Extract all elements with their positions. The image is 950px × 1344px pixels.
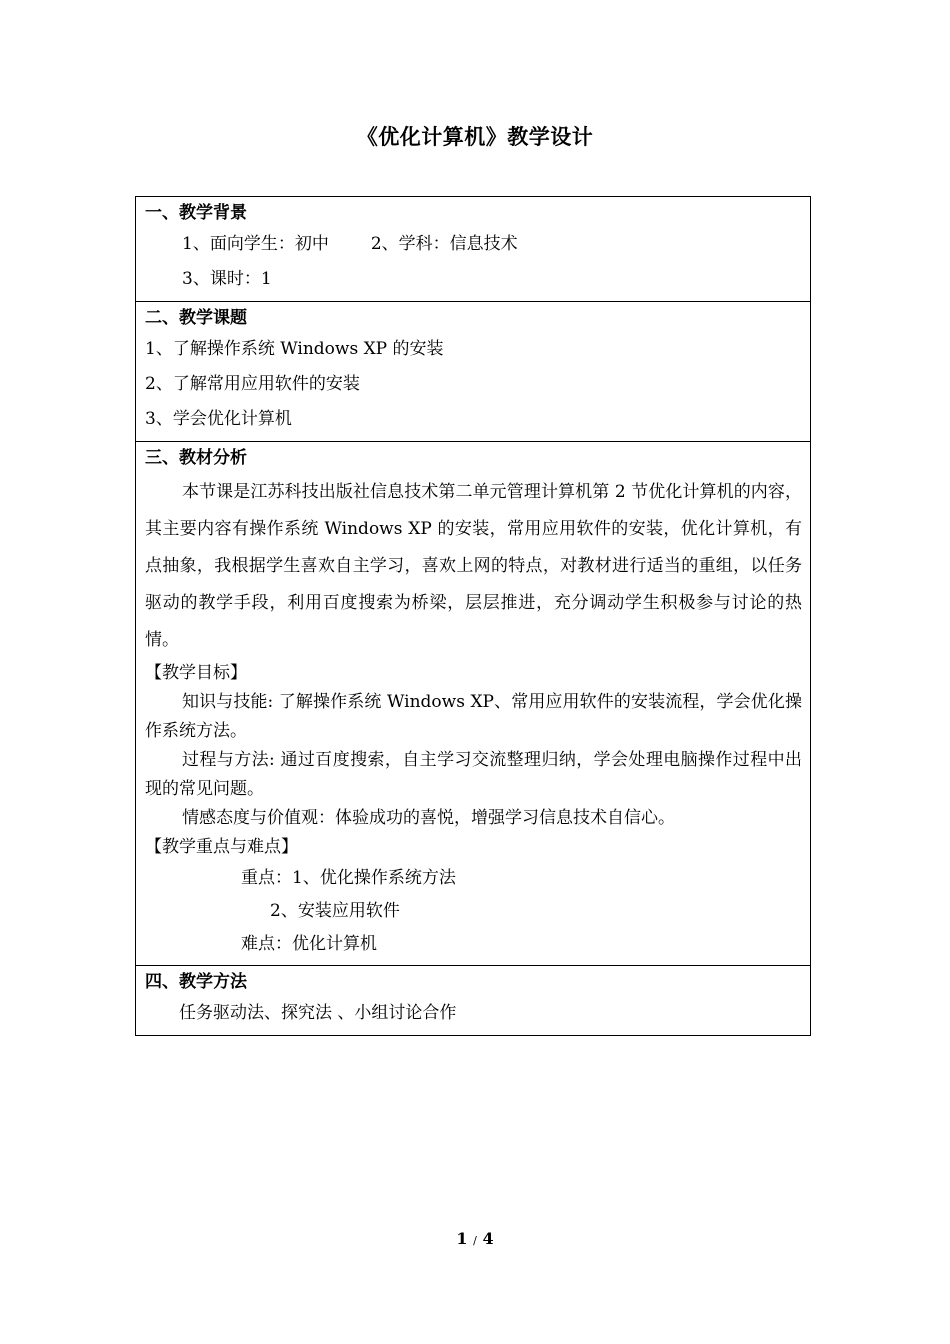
section-analysis bbox=[136, 441, 810, 965]
section-heading: 二、教学课题 bbox=[145, 308, 247, 328]
page-number bbox=[0, 1229, 950, 1248]
goal-knowledge: 知识与技能: 了解操作系统 Windows XP、常用应用软件的安装流程，学会优化操作系统方法。 bbox=[145, 692, 802, 741]
total-pages: 4 bbox=[482, 1229, 494, 1248]
keypoint-item: 2、安装应用软件 bbox=[270, 901, 400, 921]
section-topics bbox=[136, 301, 810, 441]
current-page: 1 bbox=[456, 1229, 468, 1248]
document-title: 《优化计算机》教学设计 bbox=[356, 124, 594, 149]
analysis-paragraph: 本节课是江苏科技出版社信息技术第二单元管理计算机第 2 节优化计算机的内容，其主要内容有操作系统 Windows XP 的安装，常用应用软件的安装，优化计算机，有点抽象，我根据学生喜欢自主学习，喜欢上网的特点，对教材进行适当的重组，以任务驱动的教学手段，利用百度搜索为桥梁，层层推进，充分调动学生积极参与讨论的热情。 bbox=[145, 482, 802, 650]
section-heading: 三、教材分析 bbox=[145, 448, 247, 468]
topic-item: 3、学会优化计算机 bbox=[145, 409, 292, 429]
difficulty-item: 难点：优化计算机 bbox=[241, 934, 377, 954]
topic-item: 2、了解常用应用软件的安装 bbox=[145, 374, 360, 394]
section-methods bbox=[136, 965, 810, 1035]
topic-item: 1、了解操作系统 Windows XP 的安装 bbox=[145, 339, 444, 359]
goal-process: 过程与方法: 通过百度搜索，自主学习交流整理归纳，学会处理电脑操作过程中出现的常见问题。 bbox=[145, 750, 802, 799]
methods-text: 任务驱动法、探究法 、小组讨论合作 bbox=[179, 1003, 457, 1023]
section-heading: 四、教学方法 bbox=[145, 972, 247, 992]
section-heading: 一、教学背景 bbox=[145, 203, 247, 223]
goals-heading: 【教学目标】 bbox=[145, 663, 247, 683]
page-separator: / bbox=[473, 1234, 477, 1247]
keypoints-heading: 【教学重点与难点】 bbox=[145, 837, 298, 857]
background-line bbox=[145, 227, 802, 262]
section-background bbox=[136, 197, 810, 301]
students-info: 1、面向学生：初中 bbox=[182, 234, 329, 254]
subject-info: 2、学科：信息技术 bbox=[370, 234, 518, 254]
lesson-plan-table bbox=[135, 196, 811, 1036]
goal-emotion: 情感态度与价值观：体验成功的喜悦，增强学习信息技术自信心。 bbox=[182, 808, 675, 828]
hours-info: 3、课时：1 bbox=[182, 269, 272, 289]
keypoint-item: 重点：1、优化操作系统方法 bbox=[241, 868, 456, 888]
